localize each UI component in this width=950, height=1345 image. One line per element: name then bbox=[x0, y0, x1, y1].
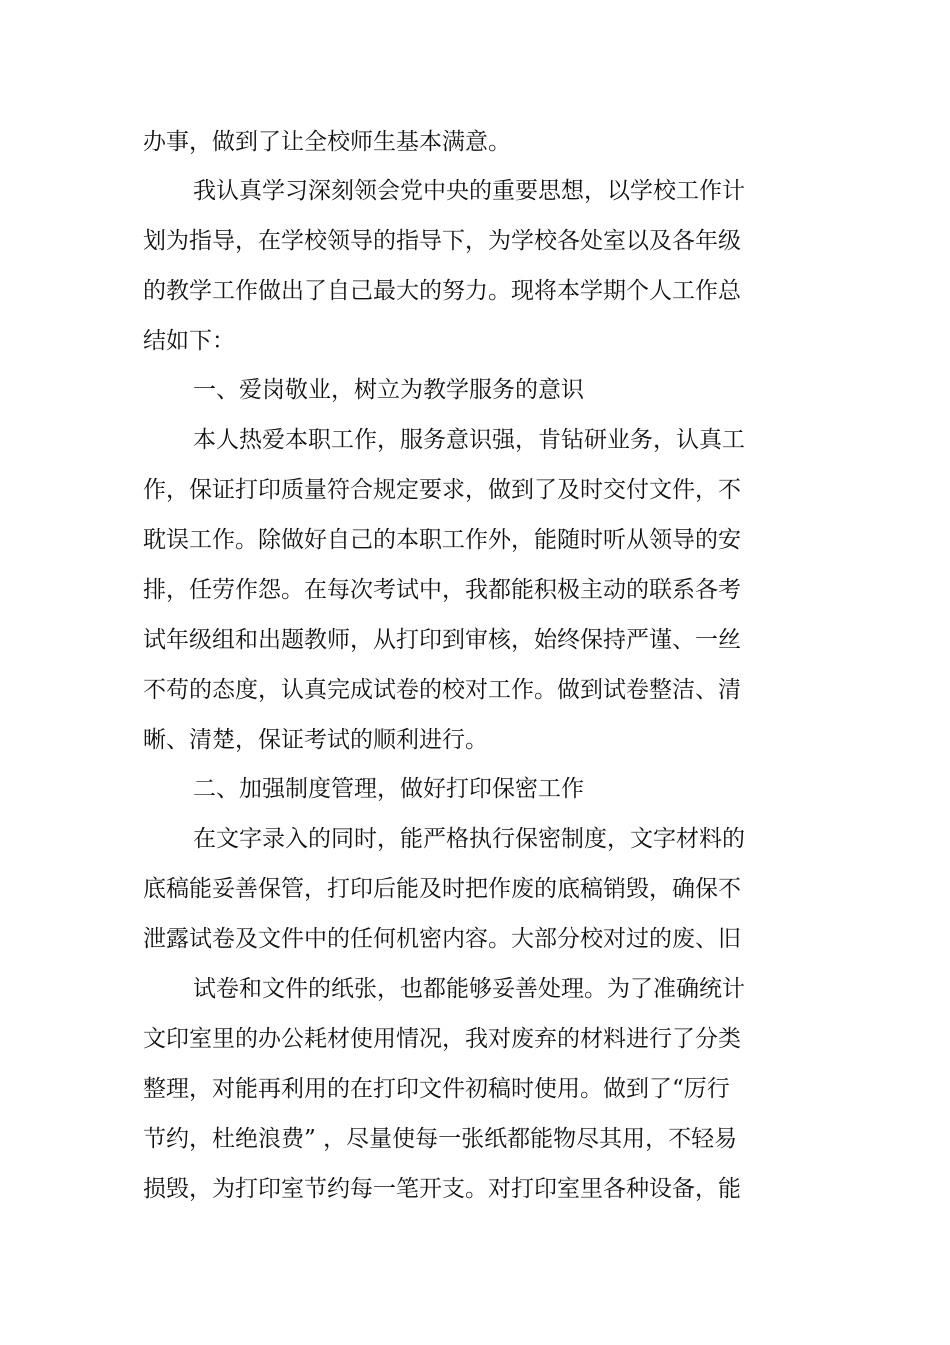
text-line-1: 办事，做到了让全校师生基本满意。 bbox=[143, 129, 511, 155]
text-line-7: 本人热爱本职工作，服务意识强，肯钻研业务，认真工 bbox=[193, 427, 745, 453]
text-line-17: 泄露试卷及文件中的任何机密内容。大部分校对过的废、旧 bbox=[143, 926, 741, 952]
text-line-9: 耽误工作。除做好自己的本职工作外，能随时听从领导的安 bbox=[143, 527, 741, 553]
text-line-10: 排，任劳作怨。在每次考试中，我都能积极主动的联系各考 bbox=[143, 577, 741, 603]
text-line-11: 试年级组和出题教师，从打印到审核，始终保持严谨、一丝 bbox=[143, 627, 741, 653]
text-line-21: 节约，杜绝浪费” ，尽量使每一张纸都能物尽其用，不轻易 bbox=[143, 1126, 738, 1152]
text-line-22: 损毁，为打印室节约每一笔开支。对打印室里各种设备，能 bbox=[143, 1176, 741, 1202]
text-line-20: 整理，对能再利用的在打印文件初稿时使用。做到了“厉行 bbox=[143, 1076, 730, 1102]
text-line-12: 不苟的态度，认真完成试卷的校对工作。做到试卷整洁、清 bbox=[143, 677, 741, 703]
text-line-13: 晰、清楚，保证考试的顺利进行。 bbox=[143, 727, 488, 753]
section-heading-1: 一、爱岗敬业，树立为教学服务的意识 bbox=[193, 377, 584, 403]
text-line-4: 的教学工作做出了自己最大的努力。现将本学期个人工作总 bbox=[143, 278, 741, 304]
text-line-2: 我认真学习深刻领会党中央的重要思想，以学校工作计 bbox=[193, 178, 745, 204]
text-line-8: 作，保证打印质量符合规定要求，做到了及时交付文件，不 bbox=[143, 477, 741, 503]
text-line-15: 在文字录入的同时，能严格执行保密制度，文字材料的 bbox=[193, 826, 745, 852]
text-line-18: 试卷和文件的纸张，也都能够妥善处理。为了准确统计 bbox=[193, 976, 745, 1002]
text-line-5: 结如下： bbox=[143, 328, 235, 354]
section-heading-2: 二、加强制度管理，做好打印保密工作 bbox=[193, 776, 584, 802]
text-line-16: 底稿能妥善保管，打印后能及时把作废的底稿销毁，确保不 bbox=[143, 876, 741, 902]
text-line-19: 文印室里的办公耗材使用情况，我对废弃的材料进行了分类 bbox=[143, 1026, 741, 1052]
text-line-3: 划为指导，在学校领导的指导下，为学校各处室以及各年级 bbox=[143, 228, 741, 254]
